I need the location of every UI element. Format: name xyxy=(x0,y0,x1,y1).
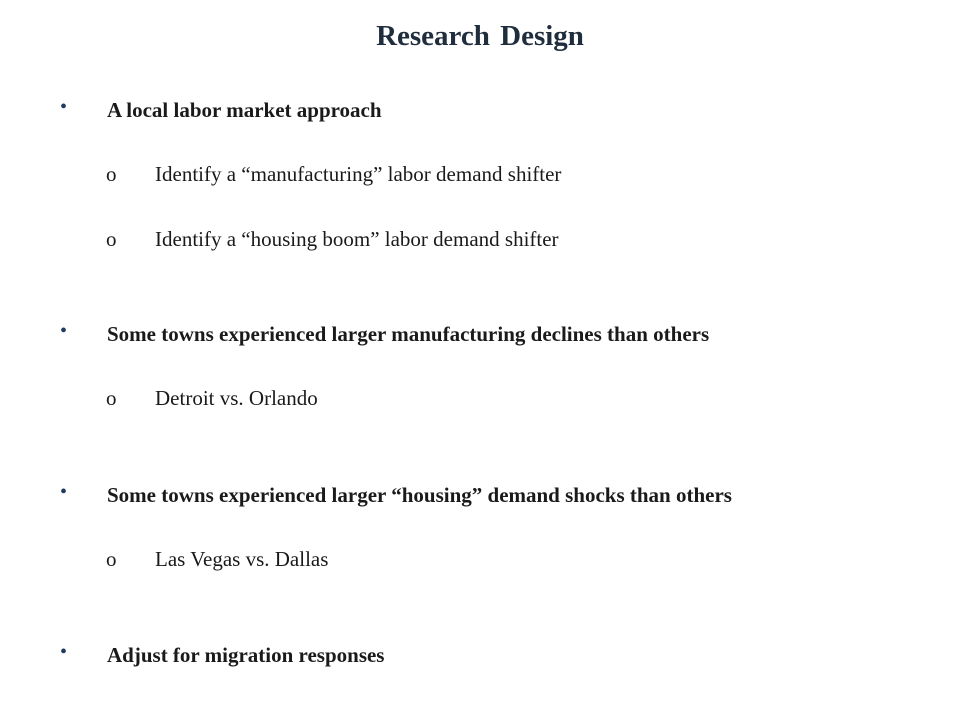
sub-bullet-item xyxy=(0,160,960,192)
sub-bullet-item xyxy=(0,225,960,257)
sub-bullet-marker: o xyxy=(106,227,117,251)
sub-bullet-marker: o xyxy=(106,547,117,571)
sub-bullet-item xyxy=(0,545,960,577)
bullet-item xyxy=(0,641,960,673)
bullet-item xyxy=(0,96,960,128)
bullet-icon: • xyxy=(60,320,68,342)
bullet-text: A local labor market approach xyxy=(107,98,382,122)
bullet-icon: • xyxy=(60,96,68,118)
bullet-item xyxy=(0,481,960,513)
sub-bullet-text: Detroit vs. Orlando xyxy=(155,386,318,410)
bullet-text: Some towns experienced larger manufacturing declines than others xyxy=(107,322,710,346)
bullet-icon: • xyxy=(60,641,68,663)
bullet-text: Adjust for migration responses xyxy=(107,643,385,667)
sub-bullet-marker: o xyxy=(106,386,117,410)
bullet-text: Some towns experienced larger “housing” demand shocks than others xyxy=(107,483,732,507)
sub-bullet-marker: o xyxy=(106,162,117,186)
sub-bullet-text: Identify a “housing boom” labor demand shifter xyxy=(155,227,559,251)
bullet-item xyxy=(0,320,960,352)
sub-bullet-text: Las Vegas vs. Dallas xyxy=(155,547,329,571)
sub-bullet-item xyxy=(0,384,960,416)
slide-title: Research Design xyxy=(376,20,584,52)
bullet-icon: • xyxy=(60,481,68,503)
sub-bullet-text: Identify a “manufacturing” labor demand shifter xyxy=(155,162,562,186)
